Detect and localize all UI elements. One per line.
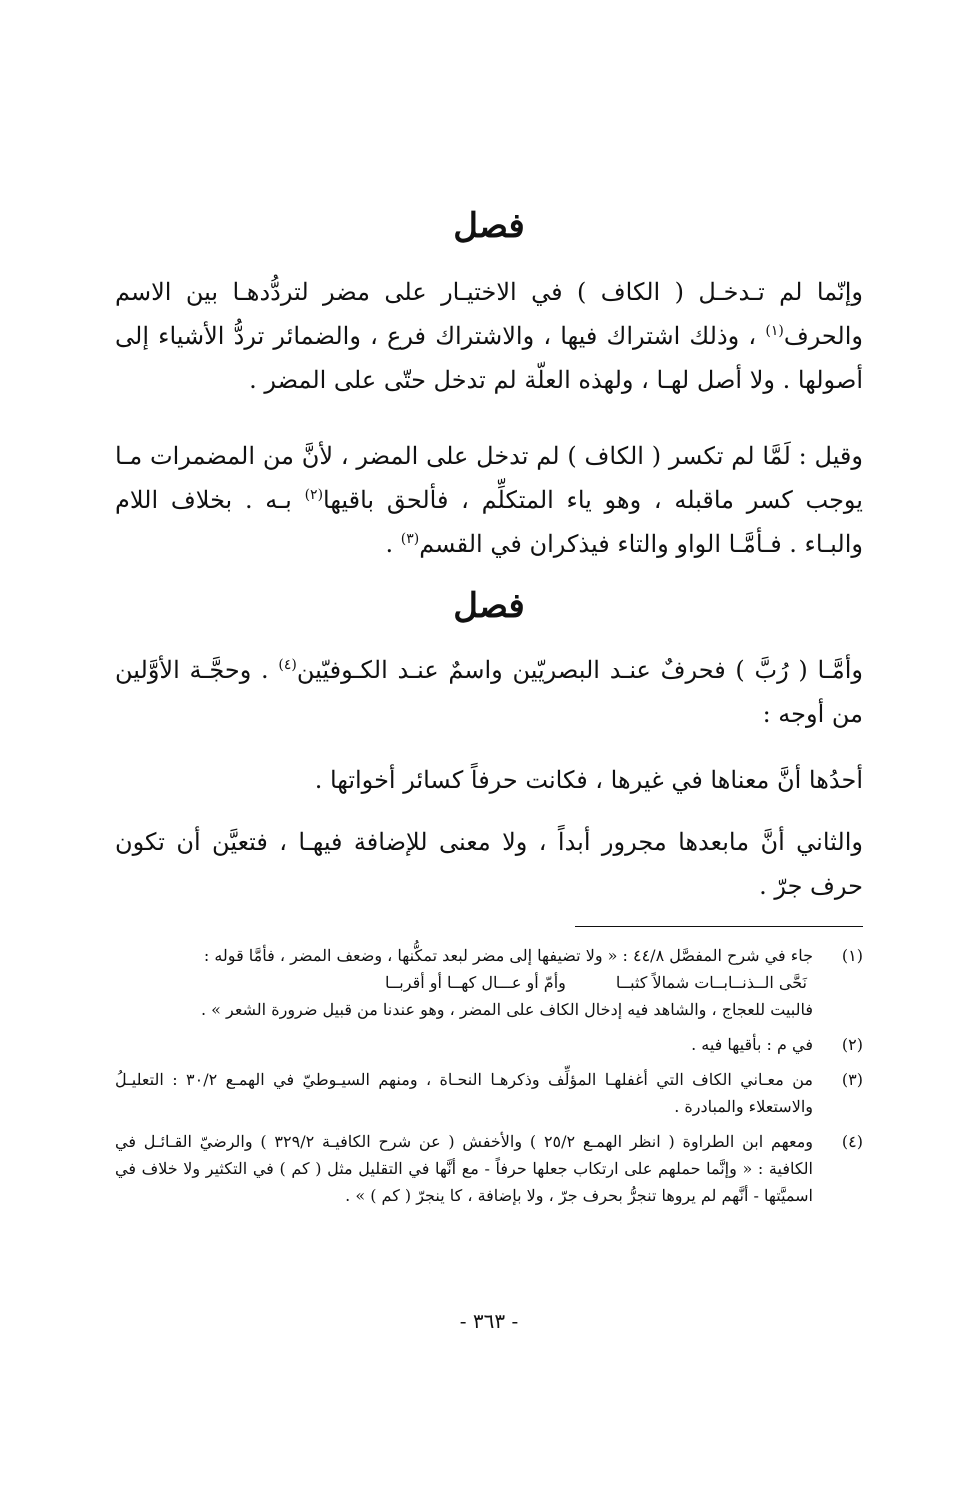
page-number: - ٣٦٣ - [459,1309,519,1333]
paragraph-kaf-kasr [115,434,863,566]
footnote-ref-2: (٢) [304,487,324,503]
paragraph-first-reason: أحدُها أنَّ معناها في غيرها ، فكانت حرفاً كسائر أخواتها . [314,766,863,794]
paragraph-text: ، وذلك اشتراك فيها ، والاشتراك فرع ، والضمائر تردُّ الأشياء إلى أصولها . ولا أصل لهـا ، ولهذه العلّة لم تدخل حتّى على المضر . [115,322,863,394]
footnote-1 [115,942,863,1023]
footnote-text: في م : بأقيها فيه . [691,1035,813,1054]
footnote-number: (٤) [841,1132,863,1151]
paragraph-text: وأمَّـا ( رُبَّ ) فحرفٌ عنـد البصريّين واسمٌ عنـد الكـوفيّين [296,656,863,684]
verse-first-hemistich: نَحَّى الــذنــابــات شمالاً كثبــا [615,973,807,992]
verse-second-hemistich: وأمّ أو عـــال كهــا أو أقربــا [385,973,566,992]
poetry-verse [115,969,813,996]
footnote-text: من معـاني الكاف التي أغفلهـا المؤلِّف وذكرهـا النحـاة ، ومنهم السيـوطيّ في الهمـع ٣٠/٢ : التعليـلُ والاستعلاء والمبادرة . [115,1070,814,1116]
paragraph-text: . وحجَّـة الأوَّلين من أوجه : [115,656,863,728]
footnote-text: فالبيت للعجاج ، والشاهد فيه إدخال الكاف على المضر ، وهو عندنا من قبيل ضرورة الشعر » . [200,1000,813,1019]
footnote-text: جاء في شرح المفصَّل ٤٤/٨ : « ولا تضيفها إلى مضر لبعد تمكُّنها ، وضعف المضر ، فأمَّا قوله : [203,946,813,965]
footnotes [115,942,863,1217]
footnote-number: (١) [841,946,863,965]
footnote-number: (٢) [841,1035,863,1054]
footnote-3 [115,1066,863,1120]
footnote-ref-4: (٤) [278,657,297,673]
paragraph-text: وإنّما لم تـدخـل ( الكاف ) في الاختيـار على مضر لتردُّدهـا بين الاسم والحرف [115,278,863,350]
footnote-ref-3: (٣) [400,531,420,547]
footnote-4 [115,1128,863,1209]
paragraph-second-reason: والثاني أنَّ مابعدها مجرور أبداً ، ولا معنى للإضافة فيهـا ، فتعيَّن أن تكون حرف جرّ . [115,828,863,900]
paragraph-text: بـه . بخلاف اللام والبـاء . فـأمَّـا الواو والتاء فيذكران في القسم [115,486,863,558]
footnote-ref-1: (١) [765,323,784,339]
paragraph-kaf-idmar [115,270,863,402]
paragraph-text: . [385,530,401,558]
paragraph-rubba [115,648,863,736]
footnote-separator [575,926,863,927]
footnote-text: ومعهم ابن الطراوة ( انظر الهمـع ٢٥/٢ ) والأخفش ( عن شرح الكافيـة ٣٢٩/٢ ) والرضيّ القـائـل في الكافية : « وإنَّما حملهم على ارتكاب جعلها حرفاً - مع أنَّها في التقليل مثل ( كم ) في التكثير ولا خلاف في اسميَّتها - أنَّهم لم يروها تنجرُّ بحرف جرّ ، ولا بإضافة ، كا ينجرّ ( كم ) » . [115,1132,814,1205]
section-heading-1: فصل [453,206,525,246]
book-page [115,0,863,1494]
footnote-2 [115,1031,863,1058]
section-heading-2: فصل [453,586,525,626]
paragraph-text: وقيل : لَمَّا لم تكسر ( الكاف ) لم تدخل على المضر ، لأنَّ من المضمرات مـا يوجب كسر ماقبله ، وهو ياء المتكلِّم ، فألحق باقيها [115,442,863,514]
footnote-number: (٣) [841,1070,863,1089]
